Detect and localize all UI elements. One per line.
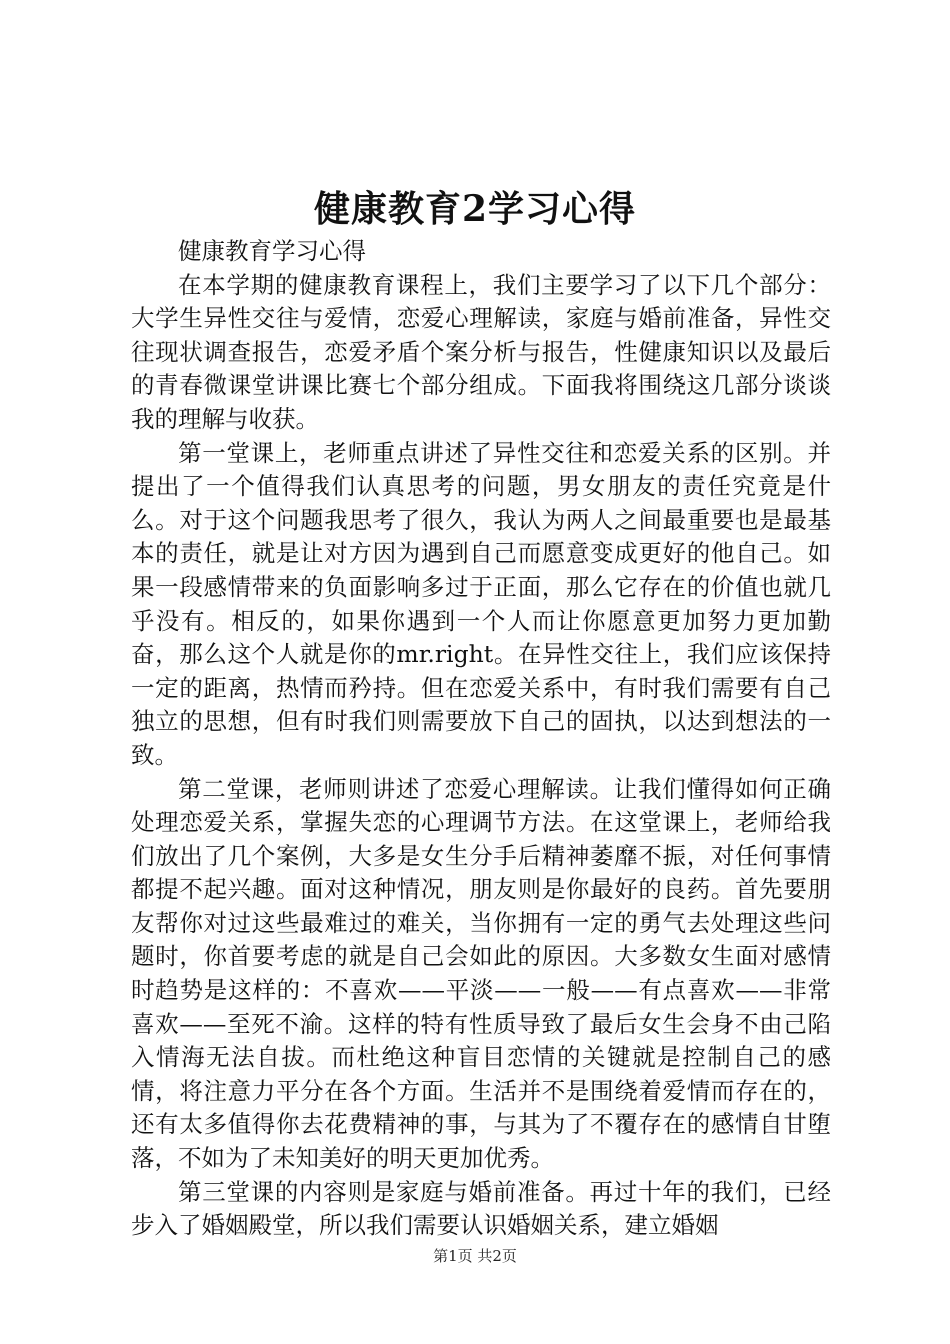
paragraph-lesson-one: 第一堂课上，老师重点讲述了异性交往和恋爱关系的区别。并提出了一个值得我们认真思考的问题，男女朋友的责任究竟是什么。对于这个问题我思考了很久，我认为两人之间最重要也是最基本的责任，就是让对方因为遇到自己而愿意变成更好的他自己。如果一段感情带来的负面影响多过于正面，那么它存在的价值也就几乎没有。相反的，如果你遇到一个人而让你愿意更加努力更加勤奋，那么这个人就是你的mr.right。在异性交往上，我们应该保持一定的距离，热情而矜持。但在恋爱关系中，有时我们需要有自己独立的思想，但有时我们则需要放下自己的固执，以达到想法的一致。 [131, 438, 831, 769]
paragraph-intro: 在本学期的健康教育课程上，我们主要学习了以下几个部分：大学生异性交往与爱情，恋爱心理解读，家庭与婚前准备，异性交往现状调查报告，恋爱矛盾个案分析与报告，性健康知识以及最后的青春微课堂讲课比赛七个部分组成。下面我将围绕这几部分谈谈我的理解与收获。 [131, 270, 831, 433]
paragraph-lesson-two: 第二堂课，老师则讲述了恋爱心理解读。让我们懂得如何正确处理恋爱关系，掌握失恋的心理调节方法。在这堂课上，老师给我们放出了几个案例，大多是女生分手后精神萎靡不振，对任何事情都提不起兴趣。面对这种情况，朋友则是你最好的良药。首先要朋友帮你对过这些最难过的难关，当你拥有一定的勇气去处理这些问题时，你首要考虑的就是自己会如此的原因。大多数女生面对感情时趋势是这样的：不喜欢——平淡——一般——有点喜欢——非常喜欢——至死不渝。这样的特有性质导致了最后女生会身不由己陷入情海无法自拔。而杜绝这种盲目恋情的关键就是控制自己的感情，将注意力平分在各个方面。生活并不是围绕着爱情而存在的，还有太多值得你去花费精神的事，与其为了不覆存在的感情自甘堕落，不如为了未知美好的明天更加优秀。 [131, 774, 831, 1173]
document-body [131, 235, 831, 1243]
paragraph-lesson-three: 第三堂课的内容则是家庭与婚前准备。再过十年的我们，已经步入了婚姻殿堂，所以我们需要认识婚姻关系，建立婚姻 [131, 1177, 831, 1240]
document-subtitle: 健康教育学习心得 [178, 237, 366, 265]
page-footer: 第1页 共2页 [433, 1247, 517, 1265]
document-title: 健康教育2学习心得 [313, 188, 637, 230]
